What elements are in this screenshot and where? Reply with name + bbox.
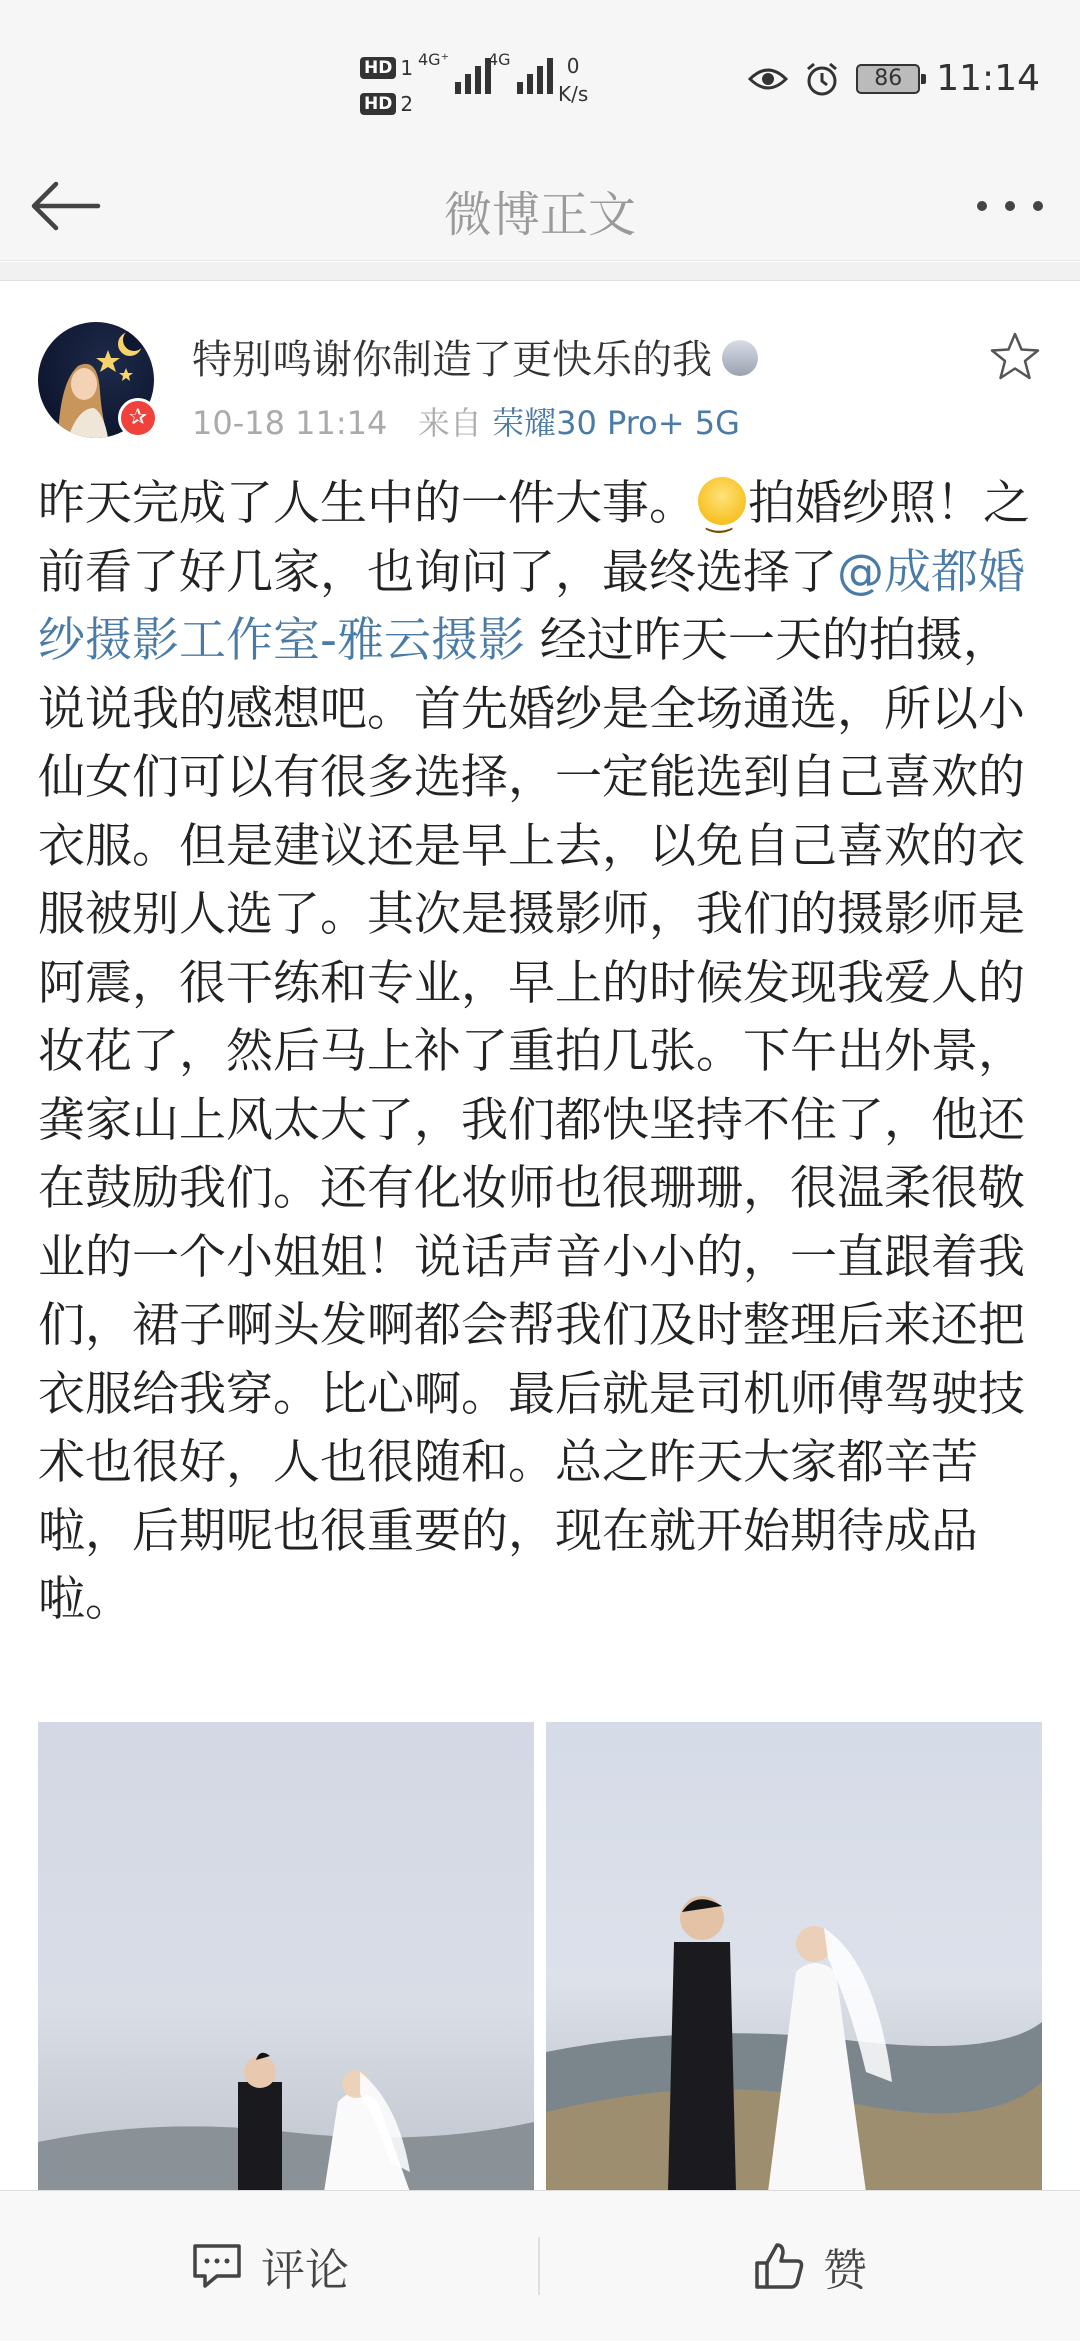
page-title: 微博正文 [443, 187, 636, 243]
post-timestamp: 10-18 11:14 [192, 404, 388, 442]
alarm-icon [804, 61, 840, 97]
hd1-index: 1 [400, 56, 414, 80]
smile-emoji-icon [698, 477, 746, 525]
post-text-part3: 经过昨天一天的拍摄，说说我的感想吧。首先婚纱是全场通选，所以小仙女们可以有很多选择，一定能选到自己喜欢的衣服。但是建议还是早上去，以免自己喜欢的衣服被别人选了。其次是摄影师，我们的摄影师是阿震，很干练和专业，早上的时候发现我爱人的妆花了，然后马上补了重拍几张。下午出外景，龚家山上风太大了，我们都快坚持不住了，他还在鼓励我们。还有化妆师也很珊珊，很温柔很敬业的一个小姐姐！说话声音小小的，一直跟着我们，裙子啊头发啊都会帮我们及时整理后来还把衣服给我穿。比心啊。最后就是司机师傅驾驶技术也很好，人也很随和。总之昨天大家都辛苦啦，后期呢也很重要的，现在就开始期待成品啦。 [38, 613, 1025, 1627]
medal-icon [722, 340, 758, 376]
hd1-icon: HD [360, 57, 396, 79]
network-speed [558, 52, 588, 108]
status-bar [0, 0, 1080, 150]
signal-2-icon [488, 50, 553, 94]
thumbs-up-icon [753, 2241, 805, 2291]
source-prefix: 来自 [417, 404, 482, 442]
hd2-icon: HD [360, 93, 396, 115]
eye-icon [748, 65, 788, 93]
post-photo-2[interactable] [546, 1722, 1042, 2192]
bottom-action-bar [0, 2190, 1080, 2341]
network-type-2: 4G [488, 50, 511, 69]
source-device-link[interactable]: 荣耀30 Pro+ 5G [492, 404, 740, 442]
comment-button[interactable] [0, 2191, 540, 2341]
status-right [748, 58, 1040, 99]
post-text-part1: 昨天完成了人生中的一件大事。 [38, 476, 696, 531]
post-photo-1[interactable] [38, 1722, 534, 2192]
mention-link[interactable]: @成都婚纱摄影工作室-雅云摄影 [38, 544, 1025, 668]
top-nav [0, 150, 1080, 261]
speed-value: 0 [566, 54, 580, 78]
post-meta [192, 398, 740, 444]
like-label: 赞 [823, 2245, 867, 2296]
speed-unit: K/s [558, 82, 589, 106]
header-divider [0, 262, 1080, 281]
like-button[interactable] [540, 2191, 1080, 2341]
favorite-star-icon[interactable] [988, 330, 1042, 384]
battery-icon: 86 [856, 64, 920, 94]
more-options-icon[interactable] [970, 186, 1050, 226]
username-text: 特别鸣谢你制造了更快乐的我 [192, 337, 712, 383]
verified-badge-icon: ✰ [118, 398, 158, 438]
comment-icon [191, 2242, 243, 2290]
photo-1-scene [38, 1722, 534, 2192]
network-type-1: 4G⁺ [418, 50, 450, 69]
post-text-part2: 拍婚纱照！之前看了好几家，也询问了，最终选择了 [38, 476, 1030, 600]
signal-1-icon [418, 50, 491, 94]
photo-2-scene [546, 1722, 1042, 2192]
comment-label: 评论 [261, 2245, 349, 2296]
post-body [38, 470, 1048, 1635]
hd2-index: 2 [400, 92, 414, 116]
clock: 11:14 [936, 58, 1040, 99]
hd-indicators [360, 50, 413, 122]
post-username[interactable] [192, 328, 758, 385]
